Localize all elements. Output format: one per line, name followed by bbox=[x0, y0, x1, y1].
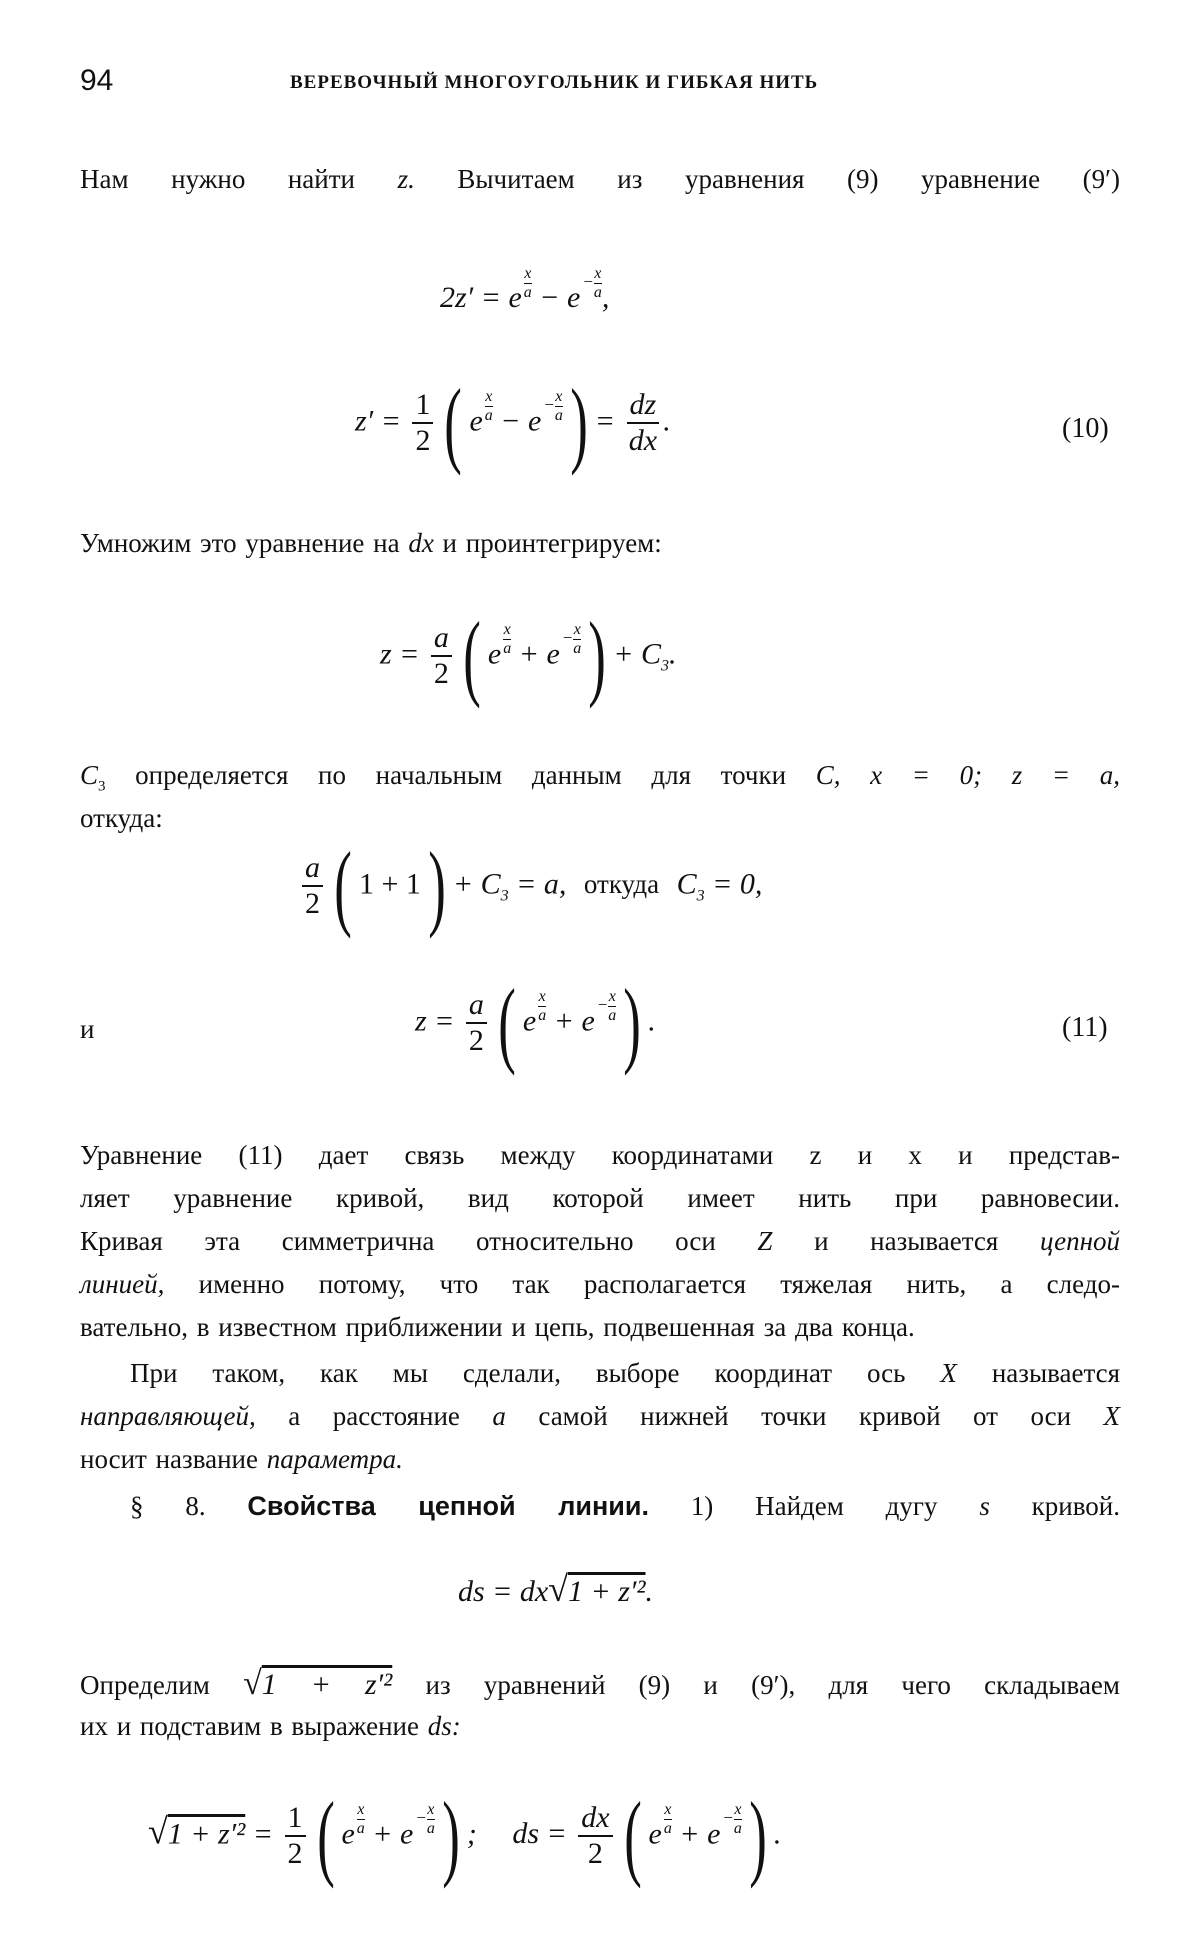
section-8-heading: § 8. Свойства цепной линии. 1) Найдем дугу s кривой. bbox=[130, 1491, 1121, 1521]
paragraph-6-line-1: Определим √1 + z′² из уравнений (9) и (9′), для чего складываем bbox=[80, 1665, 1121, 1702]
equation-11: z = $\frac{a}{2}$ ( e $^{\frac{x}{a}}$ + e $^{- \frac{x}{a}}$ ) . bbox=[415, 969, 656, 1076]
equation-2z-prime: 2z′ = e $^{\frac{x}{a}}$ − e $^{- \frac{x}{a}}$ , bbox=[440, 265, 610, 314]
equation-c3: $\frac{a}{2}$ ( $1 + 1) + C_3 = a$, откуда $C_3 = 0$, bbox=[298, 848, 762, 925]
paragraph-5-line-1: При таком, как мы сделали, выборе координат ось X называется bbox=[130, 1358, 1120, 1388]
paragraph-3-line-2: откуда: bbox=[80, 803, 163, 833]
equation-number-11: (11) bbox=[1062, 1012, 1108, 1043]
paragraph-5-line-3: носит название параметра. bbox=[80, 1444, 403, 1474]
equation-ds: ds = dx√1 + z′². bbox=[458, 1569, 653, 1609]
paragraph-4-line-4: линией, именно потому, что так располагается тяжелая нить, а следо- bbox=[80, 1269, 1121, 1299]
equation-10: z′ = $\frac{1}{2}$ ( e $^{\frac{x}{a}}$ − e $^{- \frac{x}{a}}$ ) = $\frac{dz}{dx}$ . bbox=[355, 369, 671, 476]
section-sign: § 8. bbox=[130, 1491, 206, 1521]
paragraph-6-line-2: их и подставим в выражение ds: bbox=[80, 1711, 461, 1741]
paragraph-2: Умножим это уравнение на dx и проинтегрируем: bbox=[80, 528, 662, 558]
equation-z-general: z = $\frac{a}{2}$ ( e $^{\frac{x}{a}}$ + e $^{- \frac{x}{a}}$ ) + $C_3$. bbox=[380, 602, 677, 709]
paragraph-4-line-2: ляет уравнение кривой, вид которой имеет нить при равновесии. bbox=[80, 1183, 1120, 1213]
paragraph-5-line-2: направляющей, а расстояние a самой нижней точки кривой от оси X bbox=[80, 1401, 1121, 1431]
section-title: Свойства цепной линии. bbox=[247, 1491, 649, 1521]
paragraph-3: $C_3$ определяется по начальным данным для точки C, x = 0; z = a, bbox=[80, 760, 1121, 795]
running-title: ВЕРЕВОЧНЫЙ МНОГОУГОЛЬНИК И ГИБКАЯ НИТЬ bbox=[290, 72, 819, 93]
page-number: 94 bbox=[80, 64, 114, 97]
paragraph-4-line-3: Кривая эта симметрична относительно оси Z и называется цепной bbox=[80, 1226, 1121, 1256]
paragraph-1: Нам нужно найти z. Вычитаем из уравнения (9) уравнение (9′) bbox=[80, 164, 1121, 194]
word-and: и bbox=[80, 1014, 95, 1044]
equation-number-10: (10) bbox=[1062, 413, 1109, 444]
paragraph-4-line-5: вательно, в известном приближении и цепь, подвешенная за два конца. bbox=[80, 1312, 915, 1342]
paragraph-4-line-1: Уравнение (11) дает связь между координатами z и x и представ- bbox=[80, 1140, 1120, 1170]
equation-root-and-ds: √1 + z′² = $\frac{1}{2}$ ( e $^{\frac{x}{a}}$ + e $^{- \frac{x}{a}}$ ) ; ds = $\frac{dx}{2}$ ( e $^{\frac{x}{a}}$ + e $^{- \frac{x}{a}}$ ) . bbox=[148, 1782, 782, 1889]
